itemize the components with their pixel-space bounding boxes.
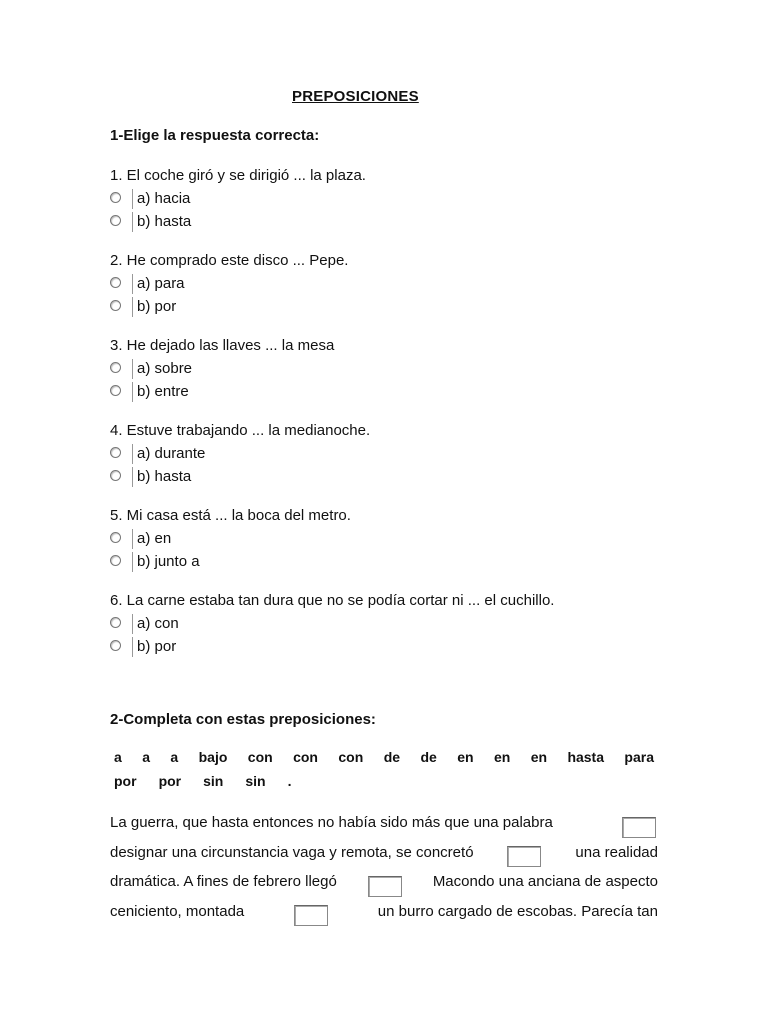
paragraph-text: dramática. A fines de febrero llegó — [110, 873, 337, 890]
radio-button-icon[interactable] — [110, 555, 121, 566]
question-6 — [110, 591, 670, 659]
option-label: a) con — [137, 615, 179, 632]
option-b[interactable] — [110, 296, 670, 319]
word-bank-item: sin — [245, 773, 266, 789]
blank-input[interactable] — [368, 876, 402, 897]
radio-button-icon[interactable] — [110, 640, 121, 651]
cloze-paragraph — [110, 808, 658, 926]
word-bank-item: con — [293, 749, 318, 765]
radio-button-icon[interactable] — [110, 617, 121, 628]
option-label: a) durante — [137, 445, 206, 462]
paragraph-line — [110, 897, 658, 927]
word-bank-item: por — [114, 773, 137, 789]
radio-button-icon[interactable] — [110, 385, 121, 396]
question-text: 6. La carne estaba tan dura que no se podía cortar ni ... el cuchillo. — [110, 592, 555, 609]
paragraph-line — [110, 867, 658, 897]
word-bank-item: en — [457, 749, 474, 765]
option-a[interactable] — [110, 528, 670, 551]
word-bank-row — [114, 746, 654, 770]
word-bank-item: a — [142, 749, 150, 765]
question-5 — [110, 506, 670, 574]
section2-heading: 2-Completa con estas preposiciones: — [110, 711, 376, 728]
radio-button-icon[interactable] — [110, 447, 121, 458]
option-a[interactable] — [110, 273, 670, 296]
radio-button-icon[interactable] — [110, 532, 121, 543]
radio-button-icon[interactable] — [110, 215, 121, 226]
word-bank-item: a — [170, 749, 179, 765]
question-text: 5. Mi casa está ... la boca del metro. — [110, 507, 351, 524]
question-text: 4. Estuve trabajando ... la medianoche. — [110, 422, 371, 439]
question-text: 1. El coche giró y se dirigió ... la plaza. — [110, 167, 366, 184]
paragraph-text: una realidad — [575, 843, 658, 861]
option-label: a) en — [137, 530, 172, 547]
question-text: 3. He dejado las llaves ... la mesa — [110, 337, 335, 354]
word-bank — [114, 746, 654, 794]
option-label: b) por — [137, 638, 177, 655]
paragraph-text: La guerra, que hasta entonces no había sido más que una palabra — [110, 814, 553, 831]
paragraph-line — [110, 838, 658, 868]
question-3 — [110, 336, 670, 404]
question-1 — [110, 166, 670, 234]
word-bank-item: en — [493, 749, 511, 765]
option-b[interactable] — [110, 636, 670, 659]
word-bank-item: hasta — [567, 749, 605, 765]
option-label: b) hasta — [137, 468, 192, 485]
paragraph-line — [110, 808, 658, 838]
section1-heading: 1-Elige la respuesta correcta: — [110, 127, 320, 144]
option-label: a) para — [137, 275, 185, 292]
option-b[interactable] — [110, 551, 670, 574]
radio-button-icon[interactable] — [110, 277, 121, 288]
radio-button-icon[interactable] — [110, 192, 121, 203]
option-a[interactable] — [110, 358, 670, 381]
question-text: 2. He comprado este disco ... Pepe. — [110, 252, 349, 269]
paragraph-text: ceniciento, montada — [110, 902, 245, 920]
option-b[interactable] — [110, 381, 670, 404]
blank-input[interactable] — [294, 905, 328, 926]
option-a[interactable] — [110, 188, 670, 211]
word-bank-item: de — [420, 749, 437, 765]
word-bank-item: con — [338, 749, 364, 765]
word-bank-item: a — [114, 749, 122, 765]
option-label: a) sobre — [137, 360, 193, 377]
option-label: b) por — [137, 298, 177, 315]
word-bank-item: con — [247, 749, 273, 765]
radio-button-icon[interactable] — [110, 362, 121, 373]
word-bank-item: de — [383, 749, 401, 765]
option-label: b) junto a — [137, 553, 200, 570]
paragraph-text: un burro cargado de escobas. Parecía tan — [377, 902, 658, 920]
option-b[interactable] — [110, 211, 670, 234]
word-bank-item: . — [287, 773, 292, 789]
word-bank-item: en — [530, 749, 548, 765]
paragraph-text: Macondo una anciana de aspecto — [432, 873, 658, 890]
word-bank-item: para — [624, 749, 654, 765]
option-a[interactable] — [110, 613, 670, 636]
word-bank-item: por — [158, 773, 182, 789]
paragraph-text: designar una circunstancia vaga y remota, se concretó — [110, 843, 474, 861]
blank-input[interactable] — [622, 817, 656, 838]
radio-button-icon[interactable] — [110, 300, 121, 311]
option-label: b) hasta — [137, 213, 192, 230]
word-bank-item: sin — [203, 773, 224, 789]
page-title: PREPOSICIONES — [292, 88, 419, 105]
blank-input[interactable] — [507, 846, 541, 867]
question-2 — [110, 251, 670, 319]
radio-button-icon[interactable] — [110, 470, 121, 481]
option-b[interactable] — [110, 466, 670, 489]
question-4 — [110, 421, 670, 489]
option-label: a) hacia — [137, 190, 191, 207]
word-bank-item: bajo — [198, 749, 228, 765]
option-a[interactable] — [110, 443, 670, 466]
option-label: b) entre — [137, 383, 189, 400]
word-bank-row — [114, 770, 654, 794]
